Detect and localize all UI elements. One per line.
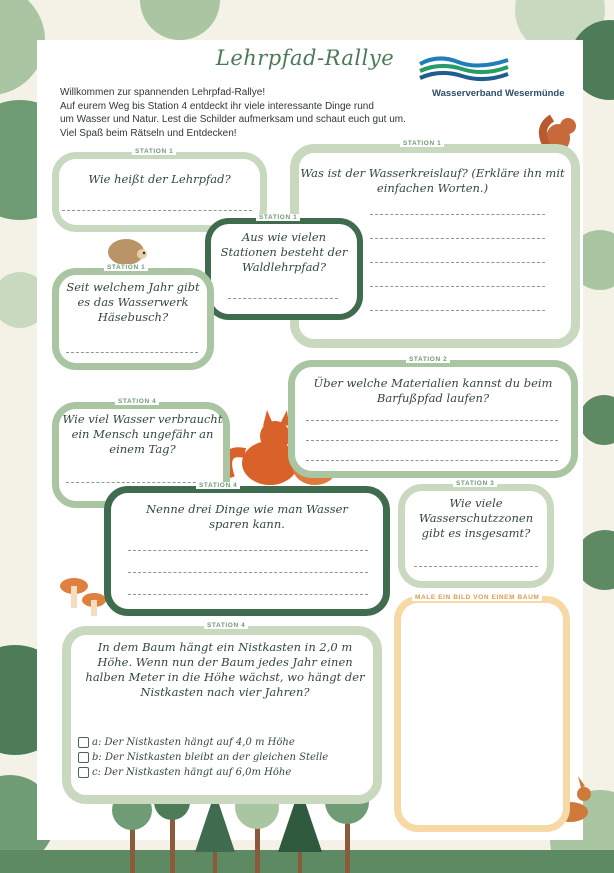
intro-line: Auf eurem Weg bis Station 4 entdeckt ihr viele interessante Dinge rund xyxy=(60,100,374,112)
answer-line[interactable] xyxy=(128,572,368,573)
question-text: Seit welchem Jahr gibt es das Wasserwerk Häsebusch? xyxy=(66,280,200,324)
question-text: Wie viel Wasser verbraucht ein Mensch ungefähr an einem Tag? xyxy=(62,412,223,456)
answer-line[interactable] xyxy=(370,238,545,239)
drawing-label: MALE EIN BILD VON EINEM BAUM xyxy=(412,594,542,601)
answer-line[interactable] xyxy=(414,566,538,567)
wave-logo-icon xyxy=(418,54,510,82)
answer-line[interactable] xyxy=(306,460,558,461)
answer-line[interactable] xyxy=(370,286,545,287)
drawing-area-box[interactable] xyxy=(394,596,570,832)
checkbox[interactable] xyxy=(78,737,89,748)
quiz-option-c[interactable] xyxy=(78,767,291,778)
intro-line: Viel Spaß beim Rätseln und Entdecken! xyxy=(60,127,237,139)
hedgehog-illustration xyxy=(104,232,150,268)
checkbox[interactable] xyxy=(78,767,89,778)
intro-line: um Wasser und Natur. Lest die Schilder aufmerksam und schaut euch gut um. xyxy=(60,114,406,125)
answer-line[interactable] xyxy=(66,352,198,353)
question-text: Nenne drei Dinge wie man Wasser sparen kann. xyxy=(146,502,348,531)
quiz-option-a[interactable] xyxy=(78,737,295,748)
station-label: STATION 1 xyxy=(132,148,176,155)
answer-line[interactable] xyxy=(128,550,368,551)
answer-line[interactable] xyxy=(66,482,206,483)
station-label: STATION 4 xyxy=(196,482,240,489)
station-label: STATION 4 xyxy=(115,398,159,405)
page-title: Lehrpfad-Rallye xyxy=(215,46,395,70)
station-label: STATION 4 xyxy=(204,622,248,629)
intro-line: Willkommen zur spannenden Lehrpfad-Rallye! xyxy=(60,87,266,98)
answer-line[interactable] xyxy=(306,420,558,421)
option-text: c: Der Nistkasten hängt auf 6,0m Höhe xyxy=(92,767,292,778)
option-text: a: Der Nistkasten hängt auf 4,0 m Höhe xyxy=(92,737,295,748)
station-label: STATION 1 xyxy=(400,140,444,147)
quiz-option-b[interactable] xyxy=(78,752,328,763)
answer-line[interactable] xyxy=(128,594,368,595)
question-text: Über welche Materialien kannst du beim Barfußpfad laufen? xyxy=(313,376,553,405)
answer-line[interactable] xyxy=(62,210,252,211)
answer-line[interactable] xyxy=(228,298,338,299)
station-label: STATION 2 xyxy=(406,356,450,363)
intro-text xyxy=(60,86,480,140)
brand-name: Wasserverband Wesermünde xyxy=(432,88,565,99)
station-label: STATION 1 xyxy=(104,264,148,271)
station-label: STATION 3 xyxy=(453,480,497,487)
checkbox[interactable] xyxy=(78,752,89,763)
quiz-question: In dem Baum hängt ein Nistkasten in 2,0 m Höhe. Wenn nun der Baum jedes Jahr einen halben Meter in die Höhe wächst, wo hängt der Nistkasten nach vier Jahren? xyxy=(85,640,365,699)
station-label: STATION 1 xyxy=(256,214,300,221)
question-text: Was ist der Wasserkreislauf? (Erkläre ihn mit einfachen Worten.) xyxy=(300,166,565,195)
answer-line[interactable] xyxy=(370,214,545,215)
answer-line[interactable] xyxy=(306,440,558,441)
question-text: Aus wie vielen Stationen besteht der Waldlehrpfad? xyxy=(220,230,348,274)
question-text: Wie heißt der Lehrpfad? xyxy=(88,172,231,186)
answer-line[interactable] xyxy=(370,310,545,311)
mushrooms-illustration xyxy=(58,574,110,620)
question-text: Wie viele Wasserschutzzonen gibt es insgesamt? xyxy=(418,496,534,540)
option-text: b: Der Nistkasten bleibt an der gleichen Stelle xyxy=(92,752,329,763)
answer-line[interactable] xyxy=(370,262,545,263)
